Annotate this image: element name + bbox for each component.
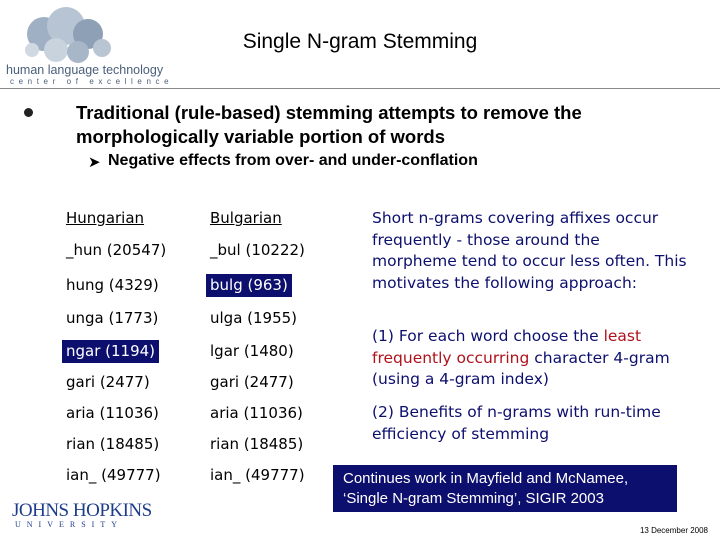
cell-hu-3: unga (1773) (66, 309, 159, 327)
citation-box: Continues work in Mayfield and McNamee, ‘Single N-gram Stemming’, SIGIR 2003 (333, 465, 677, 512)
cell-bg-5: gari (2477) (210, 373, 294, 391)
cell-hu-2: hung (4329) (66, 276, 159, 294)
cell-bg-7: rian (18485) (210, 435, 304, 453)
least-frequent-highlight: least frequently occurring (372, 327, 642, 367)
cell-bg-4: lgar (1480) (210, 342, 294, 360)
cell-bg-1: _bul (10222) (210, 241, 305, 259)
main-bullet: Traditional (rule-based) stemming attempts to remove the morphologically variable portion of words (76, 102, 582, 147)
explanation-paragraph: Short n-grams covering affixes occur frequently - those around the morpheme tend to occur less often. This motivates the following approach: (372, 209, 687, 292)
bullet-dot-icon (24, 108, 33, 117)
header-hungarian: Hungarian (66, 209, 145, 227)
cell-bg-6: aria (11036) (210, 404, 303, 422)
cell-hu-1: _hun (20547) (66, 241, 167, 259)
slide-date: 13 December 2008 (639, 526, 708, 535)
cell-bg-2-highlight: bulg (963) (206, 274, 292, 297)
logo-name: human language technology (6, 63, 164, 77)
cell-hu-8: ian_ (49777) (66, 466, 161, 484)
step-2-paragraph: (2) Benefits of n-grams with run-time efficiency of stemming (372, 403, 661, 443)
cell-hu-7: rian (18485) (66, 435, 160, 453)
logo-tagline: center of excellence (10, 77, 174, 86)
cell-bg-8: ian_ (49777) (210, 466, 305, 484)
slide-title: Single N-gram Stemming (242, 30, 478, 53)
step-1-paragraph: (1) For each word choose the least frequently occurring character 4-gram (using a 4-gram index) (372, 327, 670, 388)
title-divider (0, 88, 720, 89)
jhu-logo-sub: UNIVERSITY (15, 520, 123, 529)
header-bulgarian: Bulgarian (210, 209, 282, 227)
cell-hu-5: gari (2477) (66, 373, 150, 391)
jhu-logo-text: JOHNS HOPKINS (12, 500, 152, 521)
cell-hu-4-highlight: ngar (1194) (62, 340, 159, 363)
cell-hu-6: aria (11036) (66, 404, 159, 422)
cell-bg-3: ulga (1955) (210, 309, 298, 327)
arrow-bullet-icon: ➤ (88, 154, 101, 171)
sub-bullet: Negative effects from over- and under-conflation (108, 152, 478, 169)
